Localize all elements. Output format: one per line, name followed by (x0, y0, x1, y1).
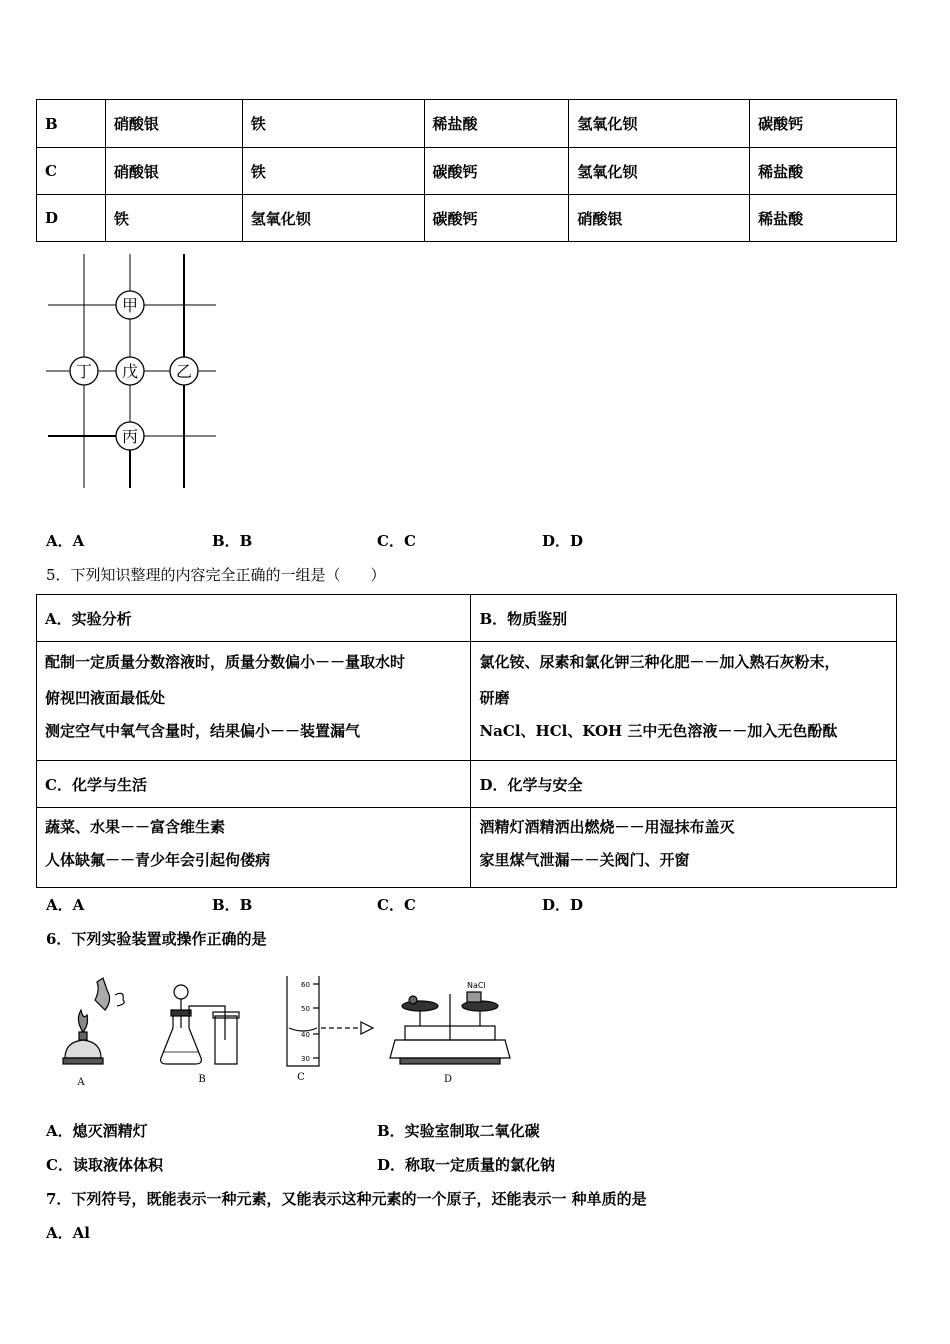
tick-label: 50 (301, 1005, 310, 1013)
table-cell: 稀盐酸 (424, 100, 569, 148)
line: 配制一定质量分数溶液时，质量分数偏小－－量取水时 (45, 653, 406, 671)
option-d[interactable]: D．D (542, 532, 584, 550)
question-6-stem: 6．下列实验装置或操作正确的是 (46, 930, 267, 948)
line: 家里煤气泄漏－－关阀门、开窗 (479, 851, 690, 869)
figure-label-c: C (297, 1072, 305, 1083)
option-a[interactable]: A．熄灭酒精灯 (46, 1122, 148, 1140)
cell-a-content (37, 642, 471, 761)
cell-d-title: D．化学与安全 (471, 761, 897, 808)
figure-label-d: D (443, 1074, 453, 1085)
row-label: C (37, 148, 106, 195)
figure-b-gas-generator (161, 985, 239, 1064)
node-label-bing: 丙 (121, 427, 139, 446)
cell-d-content (471, 808, 897, 888)
lab-apparatus-figure (55, 970, 525, 1095)
node-label-jia: 甲 (121, 296, 139, 315)
option-d[interactable]: D．称取一定质量的氯化钠 (377, 1156, 556, 1174)
line: 蔬菜、水果－－富含维生素 (45, 818, 226, 836)
table-cell: 氢氧化钡 (569, 148, 750, 195)
option-c[interactable]: C．C (377, 532, 416, 550)
table-cell: 硝酸银 (569, 195, 750, 242)
option-c[interactable]: C．C (377, 896, 416, 914)
table-row (37, 148, 897, 195)
table-row (37, 100, 897, 148)
line: 测定空气中氧气含量时，结果偏小－－装置漏气 (45, 722, 361, 740)
table-cell: 氢氧化钡 (242, 195, 424, 242)
cell-a-title: A．实验分析 (37, 595, 471, 642)
option-a[interactable]: A．A (46, 896, 85, 914)
node-label-wu: 戊 (121, 362, 139, 381)
cell-c-title: C．化学与生活 (37, 761, 471, 808)
figure-c-graduated-cylinder (287, 976, 373, 1066)
line: NaCl、HCl、KOH 三中无色溶液－－加入无色酚酞 (479, 722, 838, 740)
nacl-label: NaCl (467, 981, 486, 990)
option-b[interactable]: B．B (212, 896, 253, 914)
node-label-ding: 丁 (75, 362, 93, 381)
question-5-stem: 5．下列知识整理的内容完全正确的一组是（ ） (46, 566, 386, 584)
table-cell: 碳酸钙 (424, 148, 569, 195)
option-d[interactable]: D．D (542, 896, 584, 914)
table-cell: 硝酸银 (105, 148, 242, 195)
figure-label-b: B (198, 1074, 206, 1085)
figure-a-alcohol-lamp (63, 978, 124, 1064)
node-label-yi: 乙 (175, 362, 193, 381)
figure-d-balance (390, 992, 510, 1064)
line: 氯化铵、尿素和氯化钾三种化肥－－加入熟石灰粉末， (479, 653, 840, 671)
line: 酒精灯酒精洒出燃烧－－用湿抹布盖灭 (479, 818, 735, 836)
cell-b-content (471, 642, 897, 761)
option-a[interactable]: A．A (46, 532, 85, 550)
cell-b-title: B．物质鉴别 (471, 595, 897, 642)
reaction-network-diagram (40, 250, 225, 495)
tick-label: 40 (301, 1031, 310, 1039)
table-cell: 稀盐酸 (750, 195, 897, 242)
table-row (37, 195, 897, 242)
question-7-stem: 7．下列符号，既能表示一种元素，又能表示这种元素的一个原子，还能表示一 种单质的是 (46, 1190, 647, 1208)
line: 人体缺氟－－青少年会引起佝偻病 (45, 851, 271, 869)
table-cell: 铁 (242, 100, 424, 148)
figure-label-a: A (77, 1077, 85, 1088)
row-label: D (37, 195, 106, 242)
reagent-table (36, 99, 897, 242)
table-cell: 铁 (105, 195, 242, 242)
table-cell: 铁 (242, 148, 424, 195)
cell-c-content (37, 808, 471, 888)
table-cell: 稀盐酸 (750, 148, 897, 195)
table-cell: 氢氧化钡 (569, 100, 750, 148)
table-cell: 碳酸钙 (750, 100, 897, 148)
table-cell: 硝酸银 (105, 100, 242, 148)
line: 俯视凹液面最低处 (45, 689, 166, 707)
option-b[interactable]: B．B (212, 532, 253, 550)
table-cell: 碳酸钙 (424, 195, 569, 242)
option-b[interactable]: B．实验室制取二氧化碳 (377, 1122, 540, 1140)
option-c[interactable]: C．读取液体体积 (46, 1156, 163, 1174)
tick-label: 60 (301, 981, 310, 989)
option-a[interactable]: A．Al (46, 1224, 90, 1242)
tick-label: 30 (301, 1055, 310, 1063)
line: 研磨 (479, 689, 510, 707)
knowledge-table (36, 594, 897, 888)
row-label: B (37, 100, 106, 148)
